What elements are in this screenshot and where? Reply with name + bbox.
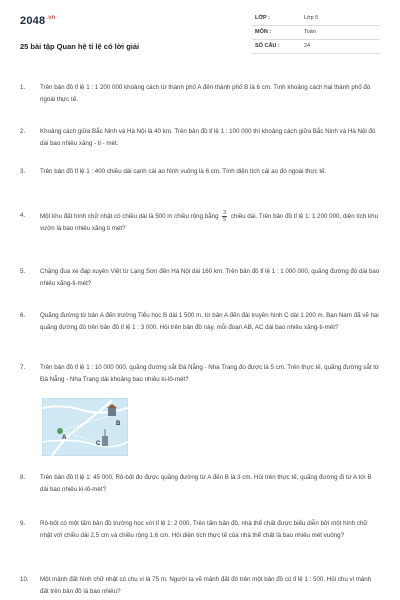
meta-key: SỐ CÂU : bbox=[255, 43, 280, 49]
question-text-part: Một khu đất hình chữ nhật có chiều dài là 500 m chiều rộng bằng bbox=[40, 213, 219, 221]
meta-key: LỚP : bbox=[255, 15, 270, 21]
question-number: 9. bbox=[20, 520, 26, 527]
school-building bbox=[108, 408, 116, 416]
fraction-denominator: 5 bbox=[223, 217, 227, 223]
map-label-c: C bbox=[96, 441, 101, 447]
question-text: Trên bản đồ tỉ lệ 1: 45 000, Rô-bốt đo được quãng đường từ A đến B là 3 cm. Hỏi trên thực tế, quãng đường đi từ A tới B dài bao nhiêu ki-lô-mét? bbox=[40, 474, 372, 493]
question-number: 3. bbox=[20, 168, 26, 175]
question-number: 6. bbox=[20, 312, 26, 319]
meta-row-count bbox=[252, 40, 380, 54]
question-text bbox=[40, 210, 380, 235]
question-number: 10. bbox=[20, 576, 29, 583]
question-number: 7. bbox=[20, 364, 26, 371]
logo-text: 2048 bbox=[20, 15, 46, 27]
meta-row-subject bbox=[252, 26, 380, 40]
logo[interactable] bbox=[20, 15, 56, 27]
meta-value: 24 bbox=[304, 43, 311, 49]
meta-value: Lớp 5 bbox=[304, 15, 319, 21]
village-a bbox=[57, 428, 63, 434]
question-number: 5. bbox=[20, 268, 26, 275]
question-text: Quãng đường từ bản A đến trường Tiểu học B dài 1 500 m, từ bản A đến đài truyền hình C dài 1 200 m. Bạn Nam đã vẽ hai quãng đường đó trên bản đồ tỉ lệ 1 : 3 000. Hỏi trên bản đồ này, mỗi đoạn AB, AC dài bao nhiêu xăng-ti-mét? bbox=[40, 312, 379, 331]
meta-value: Toán bbox=[304, 29, 316, 35]
map-label-b: B bbox=[116, 421, 121, 427]
header bbox=[20, 12, 380, 64]
question-text: Khoảng cách giữa Bắc Ninh và Hà Nội là 40 km. Trên bản đồ tỉ lệ 1 : 100 000 thì khoảng cách giữa Bắc Ninh và Hà Nội đó dài bao nhiêu xăng - ti - mét. bbox=[40, 128, 376, 147]
question-text: Một mảnh đất hình chữ nhật có chu vi là 75 m. Người ta vẽ mảnh đất đó trên một bản đồ có tỉ lệ 1 : 500. Hỏi chu vi mảnh đất trên bản đồ là bao nhiêu? bbox=[40, 576, 372, 595]
question-text: Trên bản đồ tỉ lệ 1 : 400 chiều dài cạnh cái ao hình vuông là 6 cm. Tính diện tích cái ao đó ngoài thực tế. bbox=[40, 168, 327, 175]
map-label-a: A bbox=[62, 435, 67, 441]
question-number: 2. bbox=[20, 128, 26, 135]
meta-table bbox=[252, 12, 380, 54]
fraction bbox=[222, 210, 227, 223]
meta-row-grade bbox=[252, 12, 380, 26]
logo-suffix: .vn bbox=[46, 15, 56, 22]
page-title: 25 bài tập Quan hệ tỉ lệ có lời giải bbox=[20, 42, 140, 51]
question-text-part: chiều dài. Trên bản đồ tỉ lệ 1: 1 200 000, diện tích khu vườn là bao nhiêu xăng ti mét? bbox=[40, 213, 379, 232]
fraction-numerator: 3 bbox=[223, 210, 227, 216]
question-text: Chặng đua xe đạp xuyên Việt từ Lạng Sơn đến Hà Nội dài 160 km. Trên bản đồ tỉ lệ 1 : 1 000 000, quãng đường đó dài bao nhiêu xăng-ti-mét? bbox=[40, 268, 380, 287]
tv-station bbox=[102, 436, 108, 446]
meta-key: MÔN : bbox=[255, 29, 272, 35]
map-illustration bbox=[42, 398, 128, 456]
question-number: 8. bbox=[20, 474, 26, 481]
question-number: 1. bbox=[20, 84, 26, 91]
question-number: 4. bbox=[20, 212, 26, 219]
question-text: Trên bản đồ tỉ lệ 1 : 10 000 000, quãng đường sắt Đà Nẵng - Nha Trang đo được là 5 cm. Trên thực tế, quãng đường sắt từ Đà Nẵng - Nha Trang dài khoảng bao nhiêu ki-lô-mét? bbox=[40, 364, 380, 383]
question-text: Rô-bốt có một tấm bản đồ trường học với tỉ lệ 1: 2 000. Trên tấm bản đồ, nhà thể chất được biểu diễn bởi một hình chữ nhật với chiều dài 2,5 cm và chiều rộng 1,6 cm. Hỏi diện tích thực tế của nhà thể chất là bao nhiêu mét vuông? bbox=[40, 520, 368, 539]
question-text: Trên bản đồ tỉ lệ 1 : 1 200 000 khoảng cách từ thành phố A đến thành phố B là 6 cm. Tính khoảng cách hai thành phố đó ngoài thực tế. bbox=[40, 84, 371, 103]
